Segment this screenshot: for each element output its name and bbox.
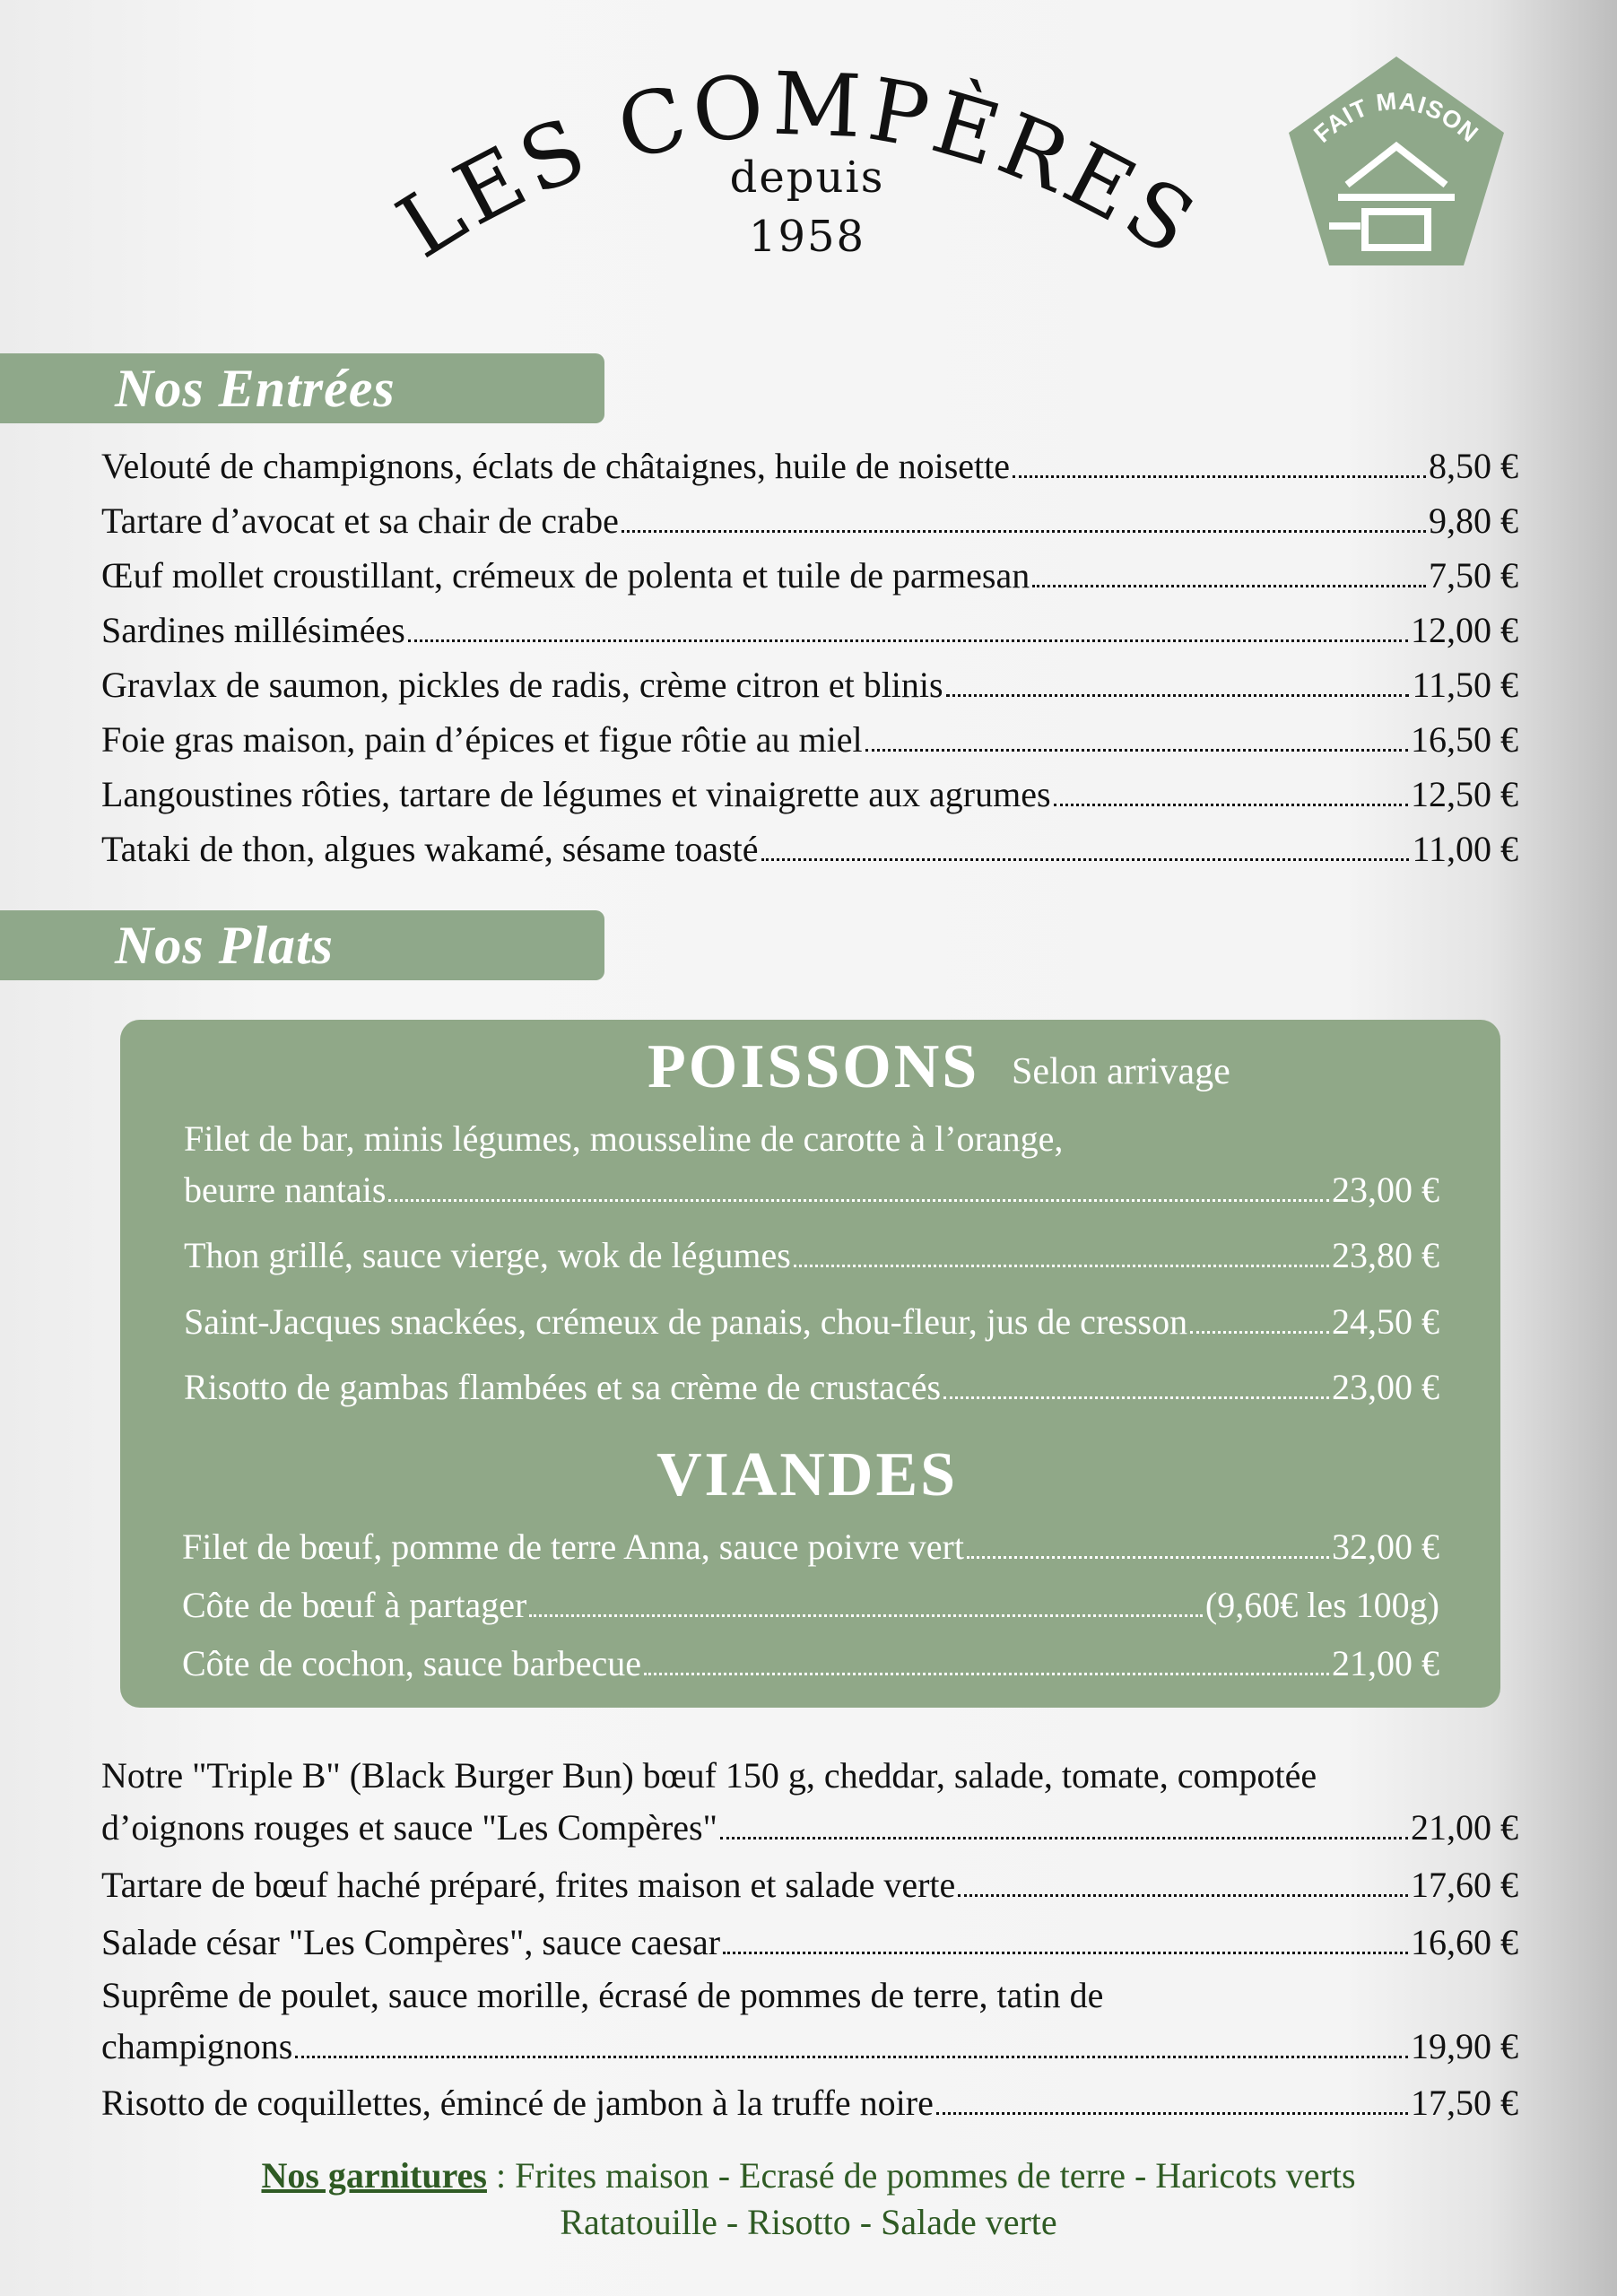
item-price: 17,50 € [1411,2083,1518,2123]
item-name: Filet de bœuf, pomme de terre Anna, sauce poivre vert [182,1526,964,1567]
item-price: 24,50 € [1332,1301,1439,1342]
section-title-entrees: Nos Entrées [115,359,396,418]
menu-item [101,827,1518,872]
menu-item [101,2024,1518,2069]
item-name: champignons [101,2026,293,2066]
viandes-title: VIANDES [656,1440,959,1509]
menu-item [101,444,1518,489]
menu-item [101,499,1518,544]
section-tab-plats [0,910,604,980]
section-title-plats: Nos Plats [115,916,335,975]
item-price: 32,00 € [1332,1526,1439,1567]
item-name: beurre nantais [184,1170,387,1210]
item-name: Côte de cochon, sauce barbecue [182,1643,641,1683]
menu-item [101,2081,1518,2126]
item-name: Velouté de champignons, éclats de châtaignes, huile de noisette [101,446,1011,486]
item-price: 11,50 € [1412,665,1518,705]
item-name-line1: Notre "Triple B" (Black Burger Bun) bœuf 150 g, cheddar, salade, tomate, compotée [101,1755,1317,1796]
item-name: Sardines millésimées [101,610,405,650]
item-name: Langoustines rôties, tartare de légumes et vinaigrette aux agrumes [101,774,1051,814]
item-name: Risotto de coquillettes, émincé de jambon à la truffe noire [101,2083,934,2123]
item-price: 7,50 € [1429,555,1518,596]
menu-item [101,1863,1518,1908]
item-price: 11,00 € [1412,829,1518,869]
item-price: 17,60 € [1411,1865,1518,1905]
item-name-line1: Filet de bar, minis légumes, mousseline de carotte à l’orange, [184,1118,1064,1159]
item-name: Côte de bœuf à partager [182,1585,527,1625]
brand-name: LES COMPÈRES [380,53,1216,278]
menu-item [101,608,1518,653]
item-name: Salade césar "Les Compères", sauce caesar [101,1922,721,1962]
item-price: 12,00 € [1411,610,1518,650]
item-price: 19,90 € [1411,2026,1518,2066]
menu-item [182,1525,1439,1570]
menu-item [101,663,1518,708]
section-tab-entrees [0,353,604,423]
item-name-line1: Suprême de poulet, sauce morille, écrasé de pommes de terre, tatin de [101,1975,1104,2015]
since-year: 1958 [748,212,866,262]
item-name: Tartare d’avocat et sa chair de crabe [101,500,619,541]
item-price: 23,00 € [1332,1367,1439,1407]
menu-item [101,1805,1518,1850]
menu-item [182,1583,1439,1628]
item-price: 21,00 € [1411,1807,1518,1848]
item-price: 21,00 € [1332,1643,1439,1683]
menu-item [101,553,1518,598]
since-word: depuis [729,152,885,203]
item-name: Gravlax de saumon, pickles de radis, crème citron et blinis [101,665,943,705]
item-name: Foie gras maison, pain d’épices et figue rôtie au miel [101,719,863,760]
menu-item [184,1168,1439,1213]
item-price: 12,50 € [1411,774,1518,814]
menu-item [184,1300,1439,1344]
item-name: Saint-Jacques snackées, crémeux de panais, chou-fleur, jus de cresson [184,1301,1188,1342]
badge-label: FAIT MAISON [1308,87,1484,148]
poissons-subtitle: Selon arrivage [1012,1051,1230,1092]
menu-item [101,718,1518,762]
fait-maison-badge [1284,52,1508,272]
since-block [664,148,951,266]
item-price: 23,00 € [1332,1170,1439,1210]
menu-item [182,1641,1439,1686]
garnitures-label: Nos garnitures [261,2155,487,2196]
item-price: 9,80 € [1429,500,1518,541]
garnitures-list-1: : Frites maison - Ecrasé de pommes de terre - Haricots verts [486,2155,1356,2196]
item-name: Risotto de gambas flambées et sa crème de crustacés [184,1367,942,1407]
item-name: d’oignons rouges et sauce "Les Compères" [101,1807,717,1848]
menu-item [101,1920,1518,1965]
menu-item [184,1365,1439,1410]
item-name: Tartare de bœuf haché préparé, frites maison et salade verte [101,1865,956,1905]
item-price: 16,60 € [1411,1922,1518,1962]
item-price: 23,80 € [1332,1235,1439,1275]
item-price: 16,50 € [1411,719,1518,760]
garnitures-line-2: Ratatouille - Risotto - Salade verte [560,2202,1057,2242]
menu-item [101,772,1518,817]
item-name: Tataki de thon, algues wakamé, sésame toasté [101,829,759,869]
item-price: (9,60€ les 100g) [1204,1585,1439,1625]
item-name: Thon grillé, sauce vierge, wok de légumes [184,1235,791,1275]
menu-item [184,1233,1439,1278]
item-price: 8,50 € [1429,446,1518,486]
poissons-title: POISSONS [648,1032,980,1101]
item-name: Œuf mollet croustillant, crémeux de polenta et tuile de parmesan [101,555,1030,596]
garnitures-line-1 [0,2152,1617,2199]
